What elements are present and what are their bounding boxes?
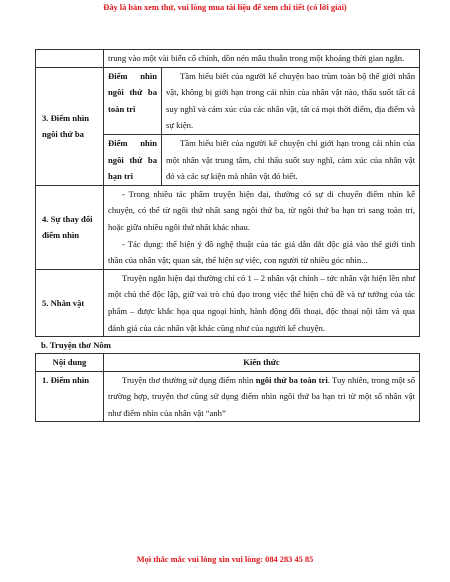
table-cell: Tầm hiểu biết của người kể chuyện chỉ giới hạn trong cái nhìn của một nhân vật trung tâm, chỉ thấu suốt suy nghĩ, cảm xúc của nhân vật đó và các sự kiện mà nhân vật đó biết. bbox=[162, 134, 420, 185]
preview-notice-banner: Đây là bản xem thử, vui lòng mua tài liệu để xem chi tiết (có lời giải) bbox=[103, 3, 347, 12]
column-header: Nội dung bbox=[36, 354, 104, 372]
table-row bbox=[36, 50, 420, 68]
row-label: 3. Điểm nhìn ngôi thứ ba bbox=[36, 67, 104, 185]
sub-label: Điểm nhìn ngôi thứ ba hạn tri bbox=[104, 134, 162, 185]
column-header: Kiến thức bbox=[104, 354, 420, 372]
row-label: 1. Điểm nhìn bbox=[36, 371, 104, 422]
table-cell: Tầm hiểu biết của người kể chuyện bao trùm toàn bộ thế giới nhân vật, không bị giới hạn trong cái nhìn của nhân vật nào, thấu suốt tất cả suy nghĩ và cảm xúc của các nhân vật, tất cả mọi thời điểm, địa điểm và sự kiện. bbox=[162, 67, 420, 134]
table-row bbox=[36, 371, 420, 422]
table-cell: Truyện ngắn hiện đại thường chỉ có 1 – 2 nhân vật chính – tức nhân vật hiện lên như một chủ thể độc lập, giữ vai trò chủ đạo trong việc thể hiện chủ đề và tư tưởng của tác phẩm – được khắc họa qua ngoại hình, hành động đối thoại, độc thoại nội tâm và qua đánh giá của các nhân vật khác cũng như của người kể chuyện. bbox=[104, 269, 420, 336]
table-cell: trung vào một vài biến cố chính, dồn nén mâu thuẫn trong một khoảng thời gian ngắn. bbox=[104, 50, 420, 68]
contact-banner: Mọi thắc mắc vui lòng xin vui lòng: 084 283 45 85 bbox=[136, 555, 314, 564]
row-label: 5. Nhân vật bbox=[36, 269, 104, 336]
row-label: 4. Sự thay đổi điểm nhìn bbox=[36, 185, 104, 269]
table-row bbox=[36, 185, 420, 269]
paragraph: - Trong nhiều tác phẩm truyện hiện đại, thường có sự di chuyển điểm nhìn kể chuyện, có thể từ ngôi thứ nhất sang ngôi thứ ba, từ ngôi thứ ba hạn tri sang toàn tri, hoặc giữa nhiều ngôi thứ nhất khác nhau. bbox=[108, 188, 415, 232]
table-cell: Truyện thơ thường sử dụng điểm nhìn ngôi thứ ba toàn tri. Tuy nhiên, trong một số trường hợp, truyện thơ cũng sử dụng điểm nhìn ngôi thứ ba hạn tri từ một số nhân vật như điểm nhìn của nhân vật “anh” bbox=[104, 371, 420, 422]
table-cell bbox=[104, 185, 420, 269]
verse-tale-table bbox=[35, 353, 420, 422]
sub-label: Điểm nhìn ngôi thứ ba toàn tri bbox=[104, 67, 162, 134]
narrative-table bbox=[35, 49, 420, 337]
section-heading: b. Truyện thơ Nôm bbox=[41, 340, 111, 351]
table-row bbox=[36, 67, 420, 134]
paragraph: - Tác dụng: thể hiện ý đồ nghệ thuật của tác giả dẫn dắt độc giả vào thế giới tinh thần của nhân vật; quan sát, thể hiện sự việc, con người từ nhiều góc nhìn... bbox=[108, 238, 415, 266]
table-header-row bbox=[36, 354, 420, 372]
table-row bbox=[36, 269, 420, 336]
document-content bbox=[35, 49, 420, 422]
